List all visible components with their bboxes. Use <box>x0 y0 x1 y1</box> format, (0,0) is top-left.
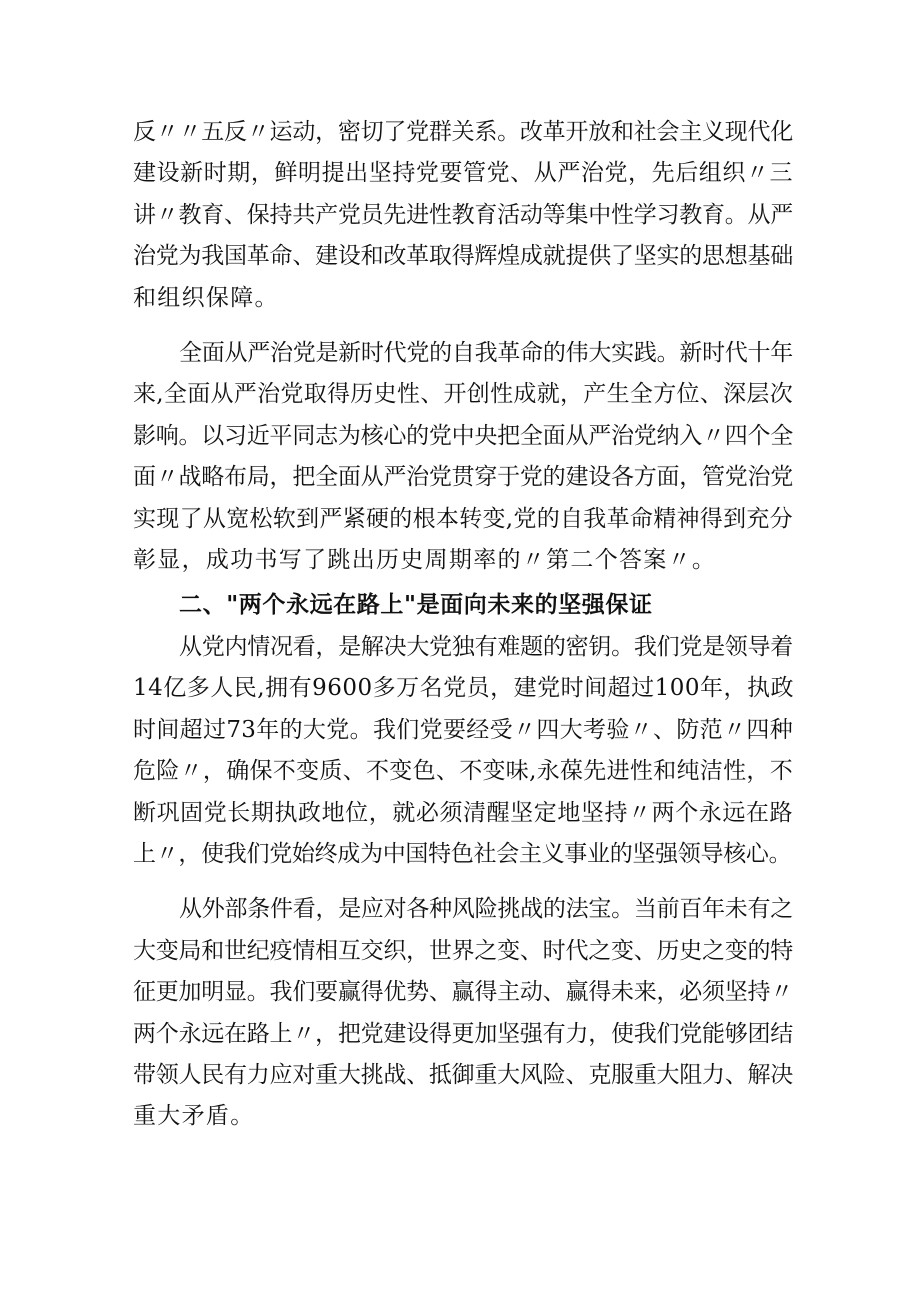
text-line: 断巩固党长期执政地位，就必须清醒坚定地坚持〃两个永远在路 <box>133 799 793 826</box>
document-page <box>133 112 793 1138</box>
text-line: 带领人民有力应对重大挑战、抵御重大风险、克服重大阻力、解决 <box>133 1061 793 1088</box>
text-line: 彰显，成功书写了跳出历史周期率的〃第二个答案〃。 <box>133 547 717 574</box>
text-line: 影响。以习近平同志为核心的党中央把全面从严治党纳入〃四个全 <box>133 422 793 449</box>
paragraph-3 <box>133 627 793 875</box>
paragraph-spacing <box>133 875 793 889</box>
text-line: 征更加明显。我们要赢得优势、赢得主动、赢得未来，必须坚持〃 <box>133 979 793 1006</box>
paragraph-2 <box>133 333 793 581</box>
text-line: 危险〃，确保不变质、不变色、不变味,永葆先进性和纯洁性，不 <box>133 758 794 785</box>
text-line: 治党为我国革命、建设和改革取得辉煌成就提供了坚实的思想基础 <box>133 243 793 270</box>
text-line: 来,全面从严治党取得历史性、开创性成就，产生全方位、深层次 <box>133 381 794 408</box>
text-line: 时间超过73年的大党。我们党要经受〃四大考验〃、防范〃四种 <box>133 716 793 743</box>
text-line: 全面从严治党是新时代党的自我革命的伟大实践。新时代十年 <box>179 340 793 367</box>
paragraph-4 <box>133 889 793 1137</box>
text-line: 上〃，使我们党始终成为中国特色社会主义事业的坚强领导核心。 <box>133 840 792 867</box>
text-line: 面〃战略布局，把全面从严治党贯穿于党的建设各方面，管党治党 <box>133 464 793 491</box>
text-line: 14亿多人民,拥有9600多万名党员，建党时间超过100年，执政 <box>133 675 795 702</box>
text-line: 反〃〃五反〃运动，密切了党群关系。改革开放和社会主义现代化 <box>133 119 793 145</box>
text-line: 从党内情况看，是解决大党独有难题的密钥。我们党是领导着 <box>179 633 793 660</box>
section-heading: 二、"两个永远在路上"是面向未来的坚强保证 <box>179 592 653 619</box>
text-line: 大变局和世纪疫情相互交织，世界之变、时代之变、历史之变的特 <box>133 937 793 964</box>
text-line: 讲〃教育、保持共产党员先进性教育活动等集中性学习教育。从严 <box>133 201 793 228</box>
paragraph-1 <box>133 112 793 319</box>
paragraph-spacing <box>133 319 793 333</box>
text-line: 从外部条件看，是应对各种风险挑战的法宝。当前百年未有之 <box>179 896 793 923</box>
text-line: 重大矛盾。 <box>133 1103 255 1130</box>
text-line: 两个永远在路上〃，把党建设得更加坚强有力，使我们党能够团结 <box>133 1020 793 1047</box>
text-line: 建设新时期，鲜明提出坚持党要管党、从严治党，先后组织〃三 <box>133 160 793 187</box>
text-line: 实现了从宽松软到严紧硬的根本转变,党的自我革命精神得到充分 <box>133 505 794 532</box>
text-line: 和组织保障。 <box>133 284 279 311</box>
